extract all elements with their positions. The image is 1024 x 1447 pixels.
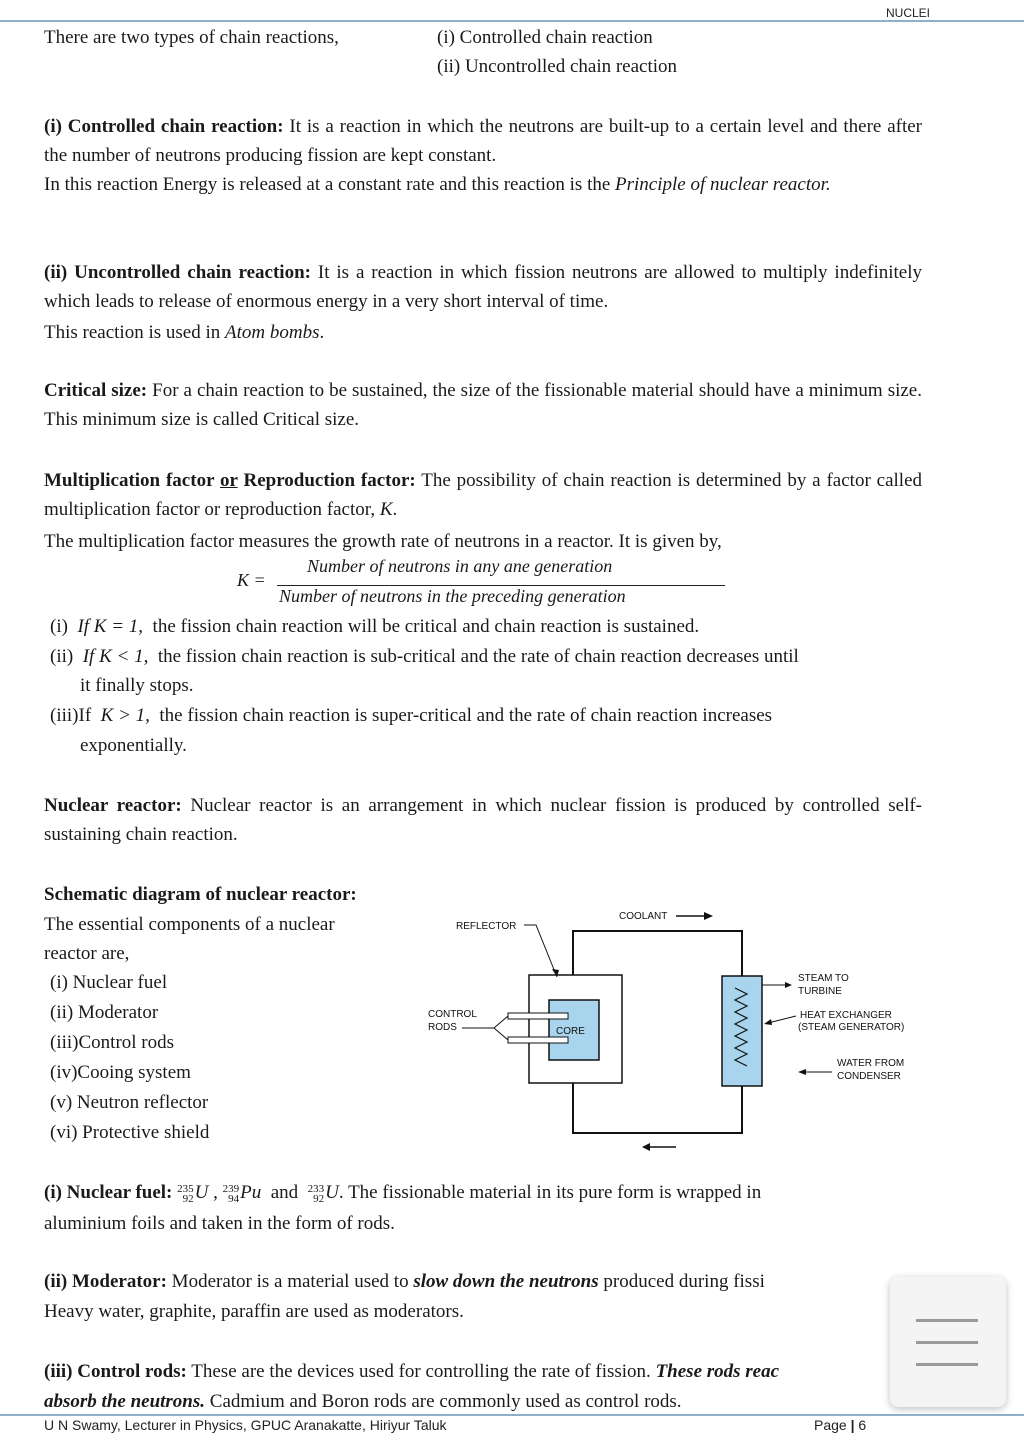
- core-label: CORE: [556, 1026, 585, 1037]
- case-continuation: exponentially.: [80, 735, 187, 756]
- moderator-examples: Heavy water, graphite, paraffin are used as moderators.: [44, 1301, 464, 1322]
- arrow-head: [785, 982, 792, 988]
- steam-label: STEAM TO: [798, 973, 849, 984]
- component-item: (v) Neutron reflector: [50, 1092, 209, 1113]
- reactor-paragraph: Nuclear reactor: Nuclear reactor is an arrangement in which nuclear fission is produced by controlled self-sustaining chain reaction.: [44, 795, 922, 845]
- water-label: WATER FROM: [837, 1058, 905, 1069]
- menu-overlay-button[interactable]: [890, 1277, 1006, 1407]
- reactor-schematic: [420, 892, 920, 1162]
- control-rods-label: RODS: [428, 1022, 457, 1033]
- case-item: (iii)If K > 1, the fission chain reaction is super-critical and the rate of chain reaction increases: [50, 705, 773, 726]
- control-rod: [508, 1037, 568, 1043]
- control-rods-examples: absorb the neutrons. Cadmium and Boron rods are commonly used as control rods.: [44, 1391, 682, 1412]
- type-item: (i) Controlled chain reaction: [437, 27, 653, 48]
- controlled-heading: (i) Controlled chain reaction:: [44, 116, 284, 137]
- controlled-principle: In this reaction Energy is released at a constant rate and this reaction is the Principle of nuclear reactor.: [44, 174, 831, 195]
- fuel-description: aluminium foils and taken in the form of rods.: [44, 1213, 395, 1234]
- fuel-heading: (i) Nuclear fuel:: [44, 1182, 173, 1203]
- reactor-heading: Nuclear reactor:: [44, 795, 182, 816]
- schematic-heading: Schematic diagram of nuclear reactor:: [44, 884, 357, 905]
- fuel-paragraph: (i) Nuclear fuel: 235 92U , 239 94Pu and 233 92U. The fissionable material in its pure form is wrapped in: [44, 1182, 762, 1205]
- isotope-numbers: 235 92: [177, 1182, 194, 1205]
- moderator-heading: (ii) Moderator:: [44, 1271, 167, 1292]
- formula-lhs: K =: [237, 570, 266, 590]
- water-label: CONDENSER: [837, 1071, 901, 1082]
- formula-numerator: Number of neutrons in any ane generation: [307, 556, 613, 576]
- arrow-head: [642, 1143, 650, 1151]
- menu-icon: [916, 1341, 978, 1344]
- hx-pointer: [768, 1016, 796, 1023]
- component-item: (vi) Protective shield: [50, 1122, 210, 1143]
- control-rods-heading: (iii) Control rods:: [44, 1361, 187, 1382]
- coolant-label: COOLANT: [619, 911, 668, 922]
- header-rule: [0, 20, 1024, 22]
- footer-author: U N Swamy, Lecturer in Physics, GPUC Aranakatte, Hiriyur Taluk: [44, 1417, 447, 1433]
- component-item: (iv)Cooing system: [50, 1062, 191, 1083]
- footer-page: Page | 6: [814, 1417, 867, 1433]
- control-rods-paragraph: (iii) Control rods: These are the devices used for controlling the rate of fission. These rods reac: [44, 1361, 780, 1382]
- control-rods-label: CONTROL: [428, 1009, 477, 1020]
- moderator-paragraph: (ii) Moderator: Moderator is a material used to slow down the neutrons produced during fissi: [44, 1271, 765, 1292]
- type-item: (ii) Uncontrolled chain reaction: [437, 56, 678, 77]
- arrow-head: [798, 1069, 806, 1075]
- multiplication-heading: Multiplication factor or Reproduction factor:: [44, 470, 416, 491]
- critical-heading: Critical size:: [44, 380, 148, 401]
- reflector-label: REFLECTOR: [456, 921, 517, 932]
- isotope-numbers: 233 92: [307, 1182, 325, 1205]
- hx-label: HEAT EXCHANGER: [800, 1010, 892, 1021]
- hx-label: (STEAM GENERATOR): [798, 1022, 905, 1033]
- case-continuation: it finally stops.: [80, 675, 194, 696]
- arrow-head: [704, 912, 713, 920]
- control-rod-pointer: [494, 1016, 508, 1040]
- schematic-intro: The essential components of a nuclear: [44, 914, 335, 935]
- uncontrolled-paragraph: (ii) Uncontrolled chain reaction: It is a reaction in which fission neutrons are allowed to multiply indefinitely which leads to release of enormous energy in a very short interval of time.: [44, 262, 923, 312]
- component-item: (ii) Moderator: [50, 1002, 159, 1023]
- isotope-numbers: 239 94: [222, 1182, 240, 1205]
- intro-lead: There are two types of chain reactions,: [44, 27, 339, 48]
- multiplication-paragraph: Multiplication factor or Reproduction factor: The possibility of chain reaction is determined by a factor called multiplication factor or reproduction factor, K.: [44, 470, 922, 520]
- chapter-header: NUCLEI: [885, 6, 930, 20]
- control-rod: [508, 1013, 568, 1019]
- menu-icon: [916, 1319, 978, 1322]
- component-item: (iii)Control rods: [50, 1032, 175, 1053]
- multiplication-definition: The multiplication factor measures the growth rate of neutrons in a reactor. It is given by,: [44, 531, 722, 552]
- critical-paragraph: Critical size: For a chain reaction to be sustained, the size of the fissionable material should have a minimum size. This minimum size is called Critical size.: [44, 380, 922, 430]
- formula-denominator: Number of neutrons in the preceding generation: [279, 586, 626, 606]
- controlled-paragraph: (i) Controlled chain reaction: It is a reaction in which the neutrons are built-up to a certain level and there after the number of neutrons producing fission are kept constant.: [44, 116, 922, 166]
- case-item: (i) If K = 1, the fission chain reaction will be critical and chain reaction is sustained.: [50, 616, 700, 637]
- uncontrolled-use: This reaction is used in Atom bombs.: [44, 322, 325, 343]
- component-item: (i) Nuclear fuel: [50, 972, 168, 993]
- uncontrolled-heading: (ii) Uncontrolled chain reaction:: [44, 262, 311, 283]
- schematic-intro: reactor are,: [44, 943, 130, 964]
- footer-rule: [0, 1414, 1024, 1416]
- arrow-head: [764, 1019, 772, 1025]
- menu-icon: [916, 1363, 978, 1366]
- reflector-pointer: [524, 925, 557, 977]
- steam-label: TURBINE: [798, 986, 842, 997]
- case-item: (ii) If K < 1, the fission chain reaction is sub-critical and the rate of chain reaction decreases until: [50, 646, 799, 667]
- heat-exchanger: [722, 976, 762, 1086]
